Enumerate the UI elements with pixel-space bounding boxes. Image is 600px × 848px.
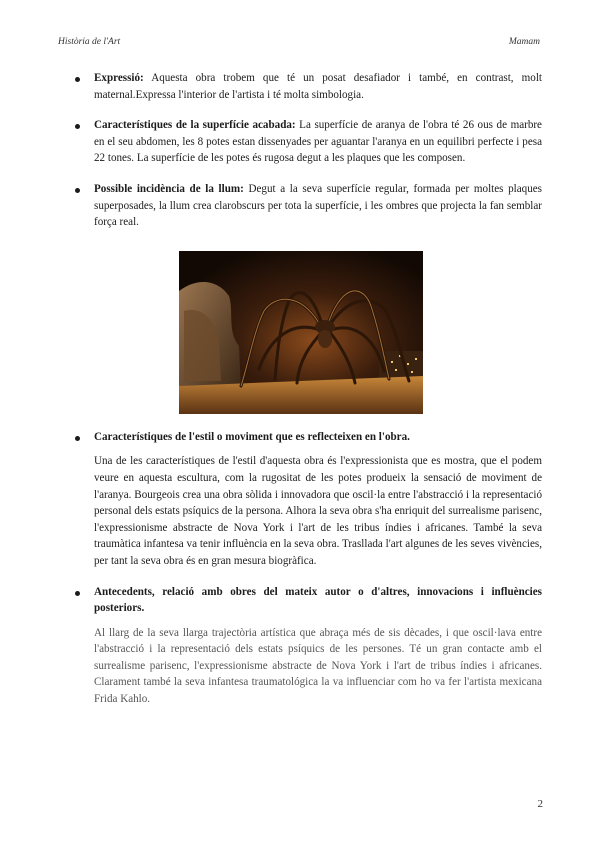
page-number: 2	[537, 798, 543, 810]
bullet-text: Degut a la seva superfície regular, formada per moltes plaques superposades, la llum crea clarobscurs per tota la superfície, i les ombres que projecta la fan semblar força real.	[94, 182, 542, 229]
bullet-label: Expressió:	[94, 72, 144, 84]
section-style-heading	[72, 429, 542, 446]
bullet-llum	[72, 181, 542, 231]
section-antecedents-body: Al llarg de la seva llarga trajectòria artística que abraça més de sis dècades, i que oscil·lava entre l'abstracció i la representació dels estats psíquics de les persones. Té un gran contacte amb el surrealisme parisenc, l'expressionisme abstracte de Nova York i l'art de tribus índies i africanes. Clarament també la seva infantesa traumatológica la va influenciar com ho va fer l'artista mexicana Frida Kahlo.	[94, 626, 542, 706]
header-author: Mamam	[508, 37, 540, 47]
section-antecedents-heading	[72, 584, 542, 617]
bullet-dot	[75, 124, 80, 129]
maman-photo	[179, 251, 423, 414]
section-style-body: Una de les característiques de l'estil d'aquesta obra és l'expressionista que es mostra, que el podem veure en aquesta escultura, com la rugositat de les potes produeix la sensació de moviment de l'aranya. Bourgeois crea una obra sòlida i innovadora que oscil·la entre l'abstracció i la representació personal dels estats psíquics de la persona. Alhora la seva obra s'ha enriquit del surrealisme parisenc, l'expressionisme abstracte de Nova York i l'art de les tribus índies i africanes. També la seva traumàtica infantesa va tenir influència en la seva obra. Trasllada l'art algunes de les seves vivències, per tant la seva obra és en gran mesura biogràfica.	[94, 455, 542, 567]
section-heading: Característiques de l'estil o moviment que es reflecteixen en l'obra.	[94, 430, 410, 443]
bullet-text: La superfície de aranya de l'obra té 26 ous de marbre en el seu abdomen, les 8 potes estan dissenyades per aguantar l'aranya en un equilibri perfecte i pesa 22 tones. La superfície de les potes és rugosa degut a les plaques que les composen.	[94, 119, 542, 165]
header-course-title: Història de l'Art	[58, 37, 121, 47]
bullet-text: Aquesta obra trobem que té un posat desafiador i també, en contrast, molt maternal.Expressa l'interior de l'artista i té molta simbologia.	[94, 72, 542, 101]
bullet-label: Possible incidència de la llum:	[94, 182, 244, 195]
page-header	[58, 37, 540, 51]
bullet-dot	[75, 188, 80, 193]
bullet-label: Característiques de la superfície acabada:	[94, 119, 296, 132]
section-heading: Antecedents, relació amb obres del mateix autor o d'altres, innovacions i influències posteriors.	[94, 585, 542, 615]
bullet-dot	[75, 436, 80, 441]
bullet-dot	[75, 591, 80, 596]
bullet-superficie	[72, 117, 542, 167]
spider-abdomen	[318, 330, 332, 348]
bullet-expressio	[72, 70, 542, 103]
bullet-dot	[75, 77, 80, 82]
maman-photo-illustration	[179, 251, 423, 414]
